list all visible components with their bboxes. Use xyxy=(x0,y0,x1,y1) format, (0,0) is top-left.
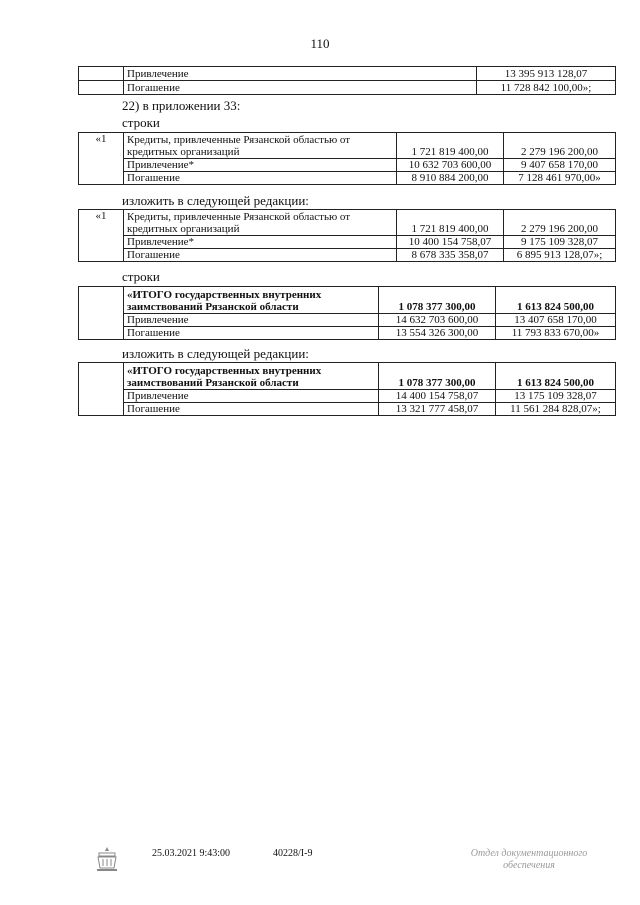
credits-table-new xyxy=(78,209,616,262)
row-index: «1 xyxy=(79,210,124,262)
table-row xyxy=(79,363,616,390)
table-row xyxy=(79,314,616,327)
row-value-2: 1 613 824 500,00 xyxy=(496,363,616,390)
row-value: 11 728 842 100,00»; xyxy=(477,81,616,95)
table-row xyxy=(79,172,616,185)
row-label: Погашение xyxy=(124,172,397,185)
table-row xyxy=(79,81,616,95)
index-cell xyxy=(79,81,124,95)
row-value-2: 1 613 824 500,00 xyxy=(496,287,616,314)
row-title: «ИТОГО государственных внутренних заимствований Рязанской области xyxy=(124,363,379,390)
row-value-1: 13 321 777 458,07 xyxy=(379,403,496,416)
row-label: Привлечение* xyxy=(124,159,397,172)
restate-heading: изложить в следующей редакции: xyxy=(122,193,309,208)
table-row xyxy=(79,210,616,236)
row-value-1: 10 632 703 600,00 xyxy=(397,159,504,172)
index-cell xyxy=(79,287,124,340)
row-value-1: 13 554 326 300,00 xyxy=(379,327,496,340)
table-row xyxy=(79,287,616,314)
appendix-heading: 22) в приложении 33: xyxy=(122,98,241,113)
row-label: Погашение xyxy=(124,327,379,340)
page-number: 110 xyxy=(310,36,330,51)
row-value-1: 1 721 819 400,00 xyxy=(397,210,504,236)
row-value-2: 11 561 284 828,07»; xyxy=(496,403,616,416)
credits-table-original xyxy=(78,132,616,185)
row-value-1: 14 632 703 600,00 xyxy=(379,314,496,327)
row-value-2: 2 279 196 200,00 xyxy=(504,133,616,159)
table-row xyxy=(79,249,616,262)
table-row xyxy=(79,133,616,159)
row-label: Привлечение* xyxy=(124,236,397,249)
row-label: Погашение xyxy=(124,403,379,416)
table-row xyxy=(79,67,616,81)
row-value: 13 395 913 128,07 xyxy=(477,67,616,81)
row-value-2: 7 128 461 970,00» xyxy=(504,172,616,185)
row-value-2: 11 793 833 670,00» xyxy=(496,327,616,340)
rows-word: строки xyxy=(122,115,160,130)
row-label: Погашение xyxy=(124,81,477,95)
table-row xyxy=(79,236,616,249)
row-value-2: 13 175 109 328,07 xyxy=(496,390,616,403)
table-row xyxy=(79,403,616,416)
row-title: «ИТОГО государственных внутренних заимствований Рязанской области xyxy=(124,287,379,314)
row-label: Привлечение xyxy=(124,390,379,403)
row-value-1: 8 910 884 200,00 xyxy=(397,172,504,185)
row-value-1: 1 078 377 300,00 xyxy=(379,287,496,314)
row-label: Привлечение xyxy=(124,314,379,327)
table-row xyxy=(79,159,616,172)
row-title: Кредиты, привлеченные Рязанской областью от кредитных организаций xyxy=(124,133,397,159)
index-cell xyxy=(79,67,124,81)
rows-word: строки xyxy=(122,269,160,284)
row-value-1: 8 678 335 358,07 xyxy=(397,249,504,262)
continuation-table xyxy=(78,66,616,95)
row-value-2: 9 407 658 170,00 xyxy=(504,159,616,172)
footer-datetime: 25.03.2021 9:43:00 xyxy=(152,848,231,859)
row-value-1: 1 721 819 400,00 xyxy=(397,133,504,159)
row-value-1: 1 078 377 300,00 xyxy=(379,363,496,390)
row-value-1: 10 400 154 758,07 xyxy=(397,236,504,249)
restate-heading: изложить в следующей редакции: xyxy=(122,346,309,361)
table-row xyxy=(79,327,616,340)
row-value-2: 2 279 196 200,00 xyxy=(504,210,616,236)
row-value-2: 13 407 658 170,00 xyxy=(496,314,616,327)
row-value-1: 14 400 154 758,07 xyxy=(379,390,496,403)
row-value-2: 9 175 109 328,07 xyxy=(504,236,616,249)
emblem-logo xyxy=(92,844,122,879)
row-index: «1 xyxy=(79,133,124,185)
total-table-new xyxy=(78,362,616,416)
row-label: Привлечение xyxy=(124,67,477,81)
row-label: Погашение xyxy=(124,249,397,262)
footer-doc-code: 40228/I-9 xyxy=(273,848,313,859)
footer-stamp: Отдел документационного обеспечения xyxy=(470,848,588,871)
index-cell xyxy=(79,363,124,416)
row-title: Кредиты, привлеченные Рязанской областью от кредитных организаций xyxy=(124,210,397,236)
row-value-2: 6 895 913 128,07»; xyxy=(504,249,616,262)
table-row xyxy=(79,390,616,403)
total-table-original xyxy=(78,286,616,340)
